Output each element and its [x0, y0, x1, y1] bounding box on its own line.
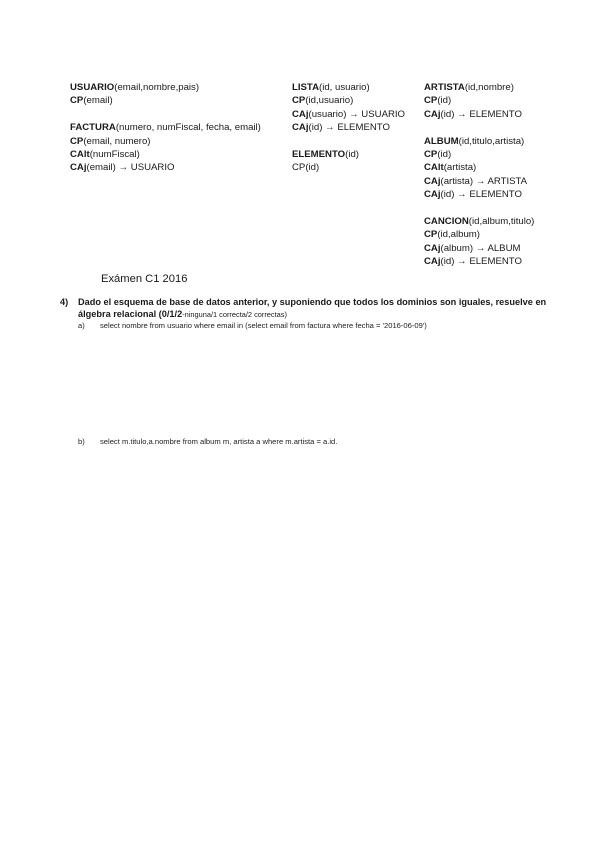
schema-gap: [424, 121, 534, 134]
schema-line: [424, 94, 534, 107]
schema-attributes: (usuario) → USUARIO: [308, 108, 406, 120]
schema-attributes: (id,album): [437, 229, 480, 241]
question-text-bold: Dado el esquema de base de datos anterior, y suponiendo que todos los dominios son iguales, resuelve en álgebra relacional (0/1/2: [78, 297, 547, 319]
schema-keyword: CANCION: [424, 216, 469, 228]
schema-attributes: (id,nombre): [464, 82, 514, 93]
subquestion-b-label: b): [78, 437, 85, 446]
schema-line: [424, 188, 534, 201]
schema-attributes: (id) → ELEMENTO: [440, 108, 522, 120]
schema-line: [292, 161, 405, 174]
schema-keyword: CAj: [424, 242, 441, 254]
schema-attributes: CP(id): [292, 162, 320, 174]
schema-keyword: CP: [70, 135, 84, 147]
question-text: [78, 296, 568, 321]
schema-keyword: CP: [424, 95, 438, 107]
schema-line: [292, 121, 405, 134]
schema-attributes: (id,usuario): [305, 95, 354, 107]
schema-keyword: CAj: [424, 175, 441, 187]
schema-keyword: CAj: [292, 122, 309, 134]
schema-attributes: (email,nombre,pais): [114, 82, 200, 93]
schema-keyword: CAj: [424, 108, 441, 120]
schema-line: [424, 135, 534, 148]
schema-keyword: ALBUM: [424, 135, 459, 147]
schema-keyword: LISTA: [292, 82, 320, 93]
schema-keyword: CAj: [70, 162, 87, 174]
schema-line: [424, 215, 534, 228]
schema-line: [424, 228, 534, 241]
schema-attributes: (id): [345, 149, 359, 161]
subquestion-a-label: a): [78, 321, 85, 330]
schema-line: [424, 108, 534, 121]
schema-attributes: (id, usuario): [319, 82, 370, 93]
subquestion-a: [78, 321, 427, 330]
question-number: 4): [60, 297, 69, 307]
schema-attributes: (id) → ELEMENTO: [308, 122, 390, 134]
schema-column-3: [424, 81, 534, 269]
schema-keyword: CP: [424, 149, 438, 161]
schema-keyword: ELEMENTO: [292, 149, 346, 161]
schema-attributes: (email) → USUARIO: [86, 162, 175, 174]
schema-keyword: ARTISTA: [424, 82, 465, 93]
schema-column-1: [70, 81, 261, 175]
schema-line: [70, 135, 261, 148]
exam-title: Exámen C1 2016: [101, 273, 188, 285]
schema-attributes: (id): [437, 149, 452, 161]
schema-attributes: (album) → ALBUM: [440, 242, 521, 254]
schema-keyword: CP: [70, 95, 84, 107]
schema-line: [292, 108, 405, 121]
schema-attributes: (artista): [443, 162, 477, 174]
schema-keyword: CP: [292, 95, 306, 107]
schema-keyword: CP: [424, 229, 438, 241]
schema-line: [424, 161, 534, 174]
schema-keyword: FACTURA: [70, 122, 116, 134]
schema-line: [424, 148, 534, 161]
schema-column-2: [292, 81, 405, 175]
schema-line: [292, 94, 405, 107]
schema-keyword: CAlt: [70, 149, 90, 161]
schema-gap: [424, 202, 534, 215]
schema-attributes: (numFiscal): [89, 149, 140, 161]
schema-line: [292, 148, 405, 161]
subquestion-b: [78, 437, 337, 446]
schema-attributes: (id,album,titulo): [468, 216, 535, 228]
schema-line: [70, 148, 261, 161]
subquestion-b-text: select m.titulo,a.nombre from album m, artista a where m.artista = a.id.: [100, 437, 338, 446]
schema-keyword: CAlt: [424, 162, 444, 174]
schema-line: [70, 161, 261, 174]
schema-attributes: (email, numero): [83, 135, 151, 147]
schema-line: [70, 121, 261, 134]
schema-attributes: (id) → ELEMENTO: [440, 189, 522, 201]
schema-attributes: (email): [83, 95, 113, 107]
schema-line: [424, 242, 534, 255]
schema-attributes: (id): [437, 95, 452, 107]
schema-keyword: CAj: [424, 189, 441, 201]
schema-attributes: (id,titulo,artista): [458, 135, 525, 147]
subquestion-a-text: select nombre from usuario where email in (select email from factura where fecha = '2016-06-09'): [100, 321, 427, 330]
schema-keyword: CAj: [424, 256, 441, 268]
schema-attributes: (artista) → ARTISTA: [440, 175, 528, 187]
schema-line: [424, 81, 534, 94]
schema-attributes: (numero, numFiscal, fecha, email): [115, 122, 261, 134]
schema-line: [424, 175, 534, 188]
schema-line: [70, 94, 261, 107]
schema-line: [292, 81, 405, 94]
schema-gap: [292, 135, 405, 148]
schema-line: [424, 255, 534, 268]
schema-keyword: USUARIO: [70, 82, 115, 93]
question-text-small: -ninguna/1 correcta/2 correctas): [182, 310, 287, 319]
schema-line: [70, 81, 261, 94]
schema-attributes: (id) → ELEMENTO: [440, 256, 522, 268]
schema-keyword: CAj: [292, 108, 309, 120]
schema-gap: [70, 108, 261, 121]
